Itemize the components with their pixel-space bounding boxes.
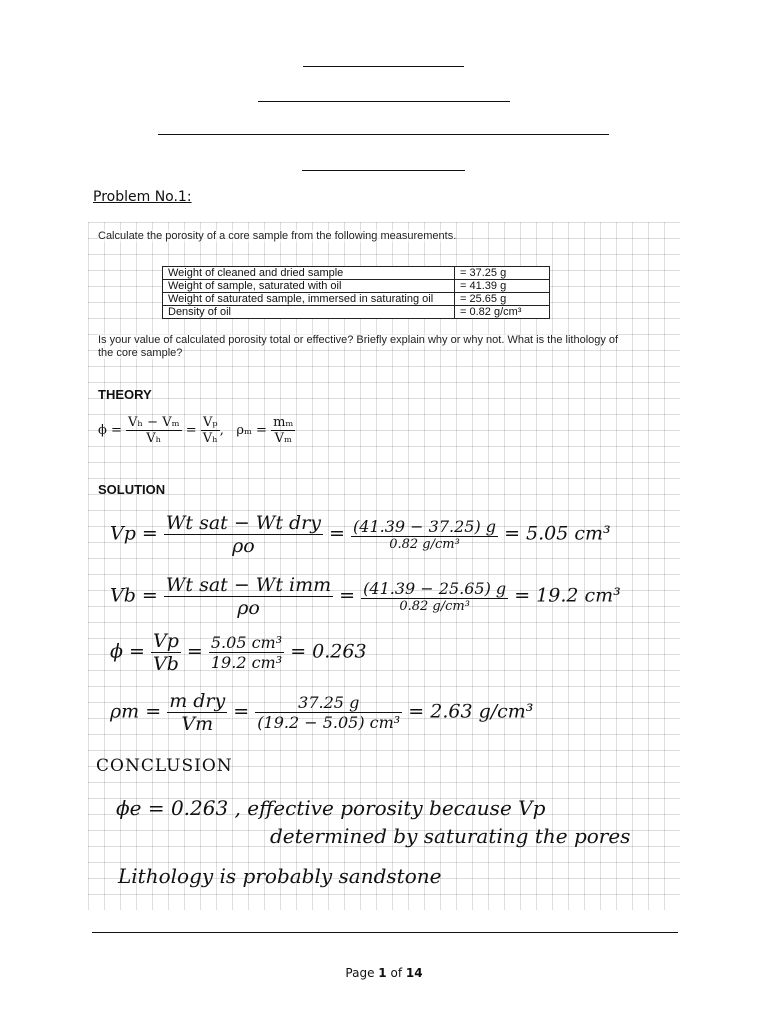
- phi-fraction: [151, 630, 181, 675]
- fraction-numerator: (41.39 − 37.25) g: [353, 517, 497, 536]
- comma: ,: [219, 423, 224, 438]
- table-row: [163, 293, 550, 306]
- fraction-denominator: Vₕ: [146, 431, 162, 446]
- rho-fraction: [167, 690, 227, 735]
- question-line-2: the core sample?: [98, 347, 183, 359]
- measurements-table: [162, 266, 550, 319]
- equals-sign: =: [233, 700, 250, 723]
- vp-fraction: [164, 512, 323, 557]
- title-rule-1: [303, 66, 464, 67]
- measurement-value: = 41.39 g: [455, 280, 550, 293]
- vp-lhs: Vp =: [110, 522, 158, 545]
- title-rule-2: [258, 101, 510, 102]
- title-rule-3: [158, 134, 609, 135]
- phi-lhs: ϕ =: [110, 640, 145, 663]
- measurement-label: Weight of cleaned and dried sample: [163, 267, 455, 280]
- fraction-denominator: Vb: [152, 653, 179, 675]
- fraction-numerator: m dry: [169, 690, 226, 712]
- table-row: [163, 267, 550, 280]
- fraction-denominator: (19.2 − 5.05) cm³: [257, 713, 401, 732]
- footer-divider: [92, 932, 678, 933]
- conclusion-heading: CONCLUSION: [96, 756, 233, 776]
- measurement-label: Weight of sample, saturated with oil: [163, 280, 455, 293]
- rho-result: = 2.63 g/cm³: [408, 700, 534, 723]
- theory-fraction-3: [271, 415, 295, 446]
- phi-result: = 0.263: [290, 640, 367, 663]
- equals-sign: =: [186, 640, 203, 663]
- phi-substitution: [209, 633, 284, 672]
- title-rule-4: [302, 170, 465, 171]
- measurement-label: Density of oil: [163, 306, 455, 319]
- solution-heading: SOLUTION: [98, 482, 166, 497]
- problem-prompt: Calculate the porosity of a core sample from the following measurements.: [98, 230, 457, 242]
- equals-sign: =: [329, 522, 345, 545]
- theory-heading: THEORY: [98, 387, 152, 402]
- table-row: [163, 280, 550, 293]
- vb-fraction: [164, 574, 333, 619]
- measurement-label: Weight of saturated sample, immersed in saturating oil: [163, 293, 455, 306]
- measurement-value: = 0.82 g/cm³: [455, 306, 550, 319]
- vp-equation: [110, 512, 611, 557]
- equals-sign: =: [339, 584, 356, 607]
- fraction-denominator: 19.2 cm³: [210, 653, 283, 672]
- rho-substitution: [255, 693, 402, 732]
- conclusion-line-3: Lithology is probably sandstone: [118, 864, 442, 888]
- fraction-numerator: Vp: [152, 630, 179, 652]
- page-number: 1: [378, 966, 387, 980]
- footer-of: of: [390, 966, 403, 980]
- problem-title: Problem No.1:: [93, 189, 192, 205]
- footer-prefix: Page: [345, 966, 375, 980]
- conclusion-line-2: determined by saturating the pores: [270, 824, 631, 848]
- fraction-numerator: Wt sat − Wt dry: [165, 512, 321, 534]
- fraction-denominator: ρo: [237, 597, 260, 619]
- vb-lhs: Vb =: [110, 584, 158, 607]
- fraction-denominator: ρo: [232, 535, 255, 557]
- vp-result: = 5.05 cm³: [504, 522, 611, 545]
- vb-equation: [110, 574, 621, 619]
- rho-lhs: ρm =: [110, 700, 162, 723]
- theory-fraction-1: [126, 415, 182, 446]
- scanned-solution-sheet: [88, 222, 680, 910]
- phi-symbol: ϕ =: [98, 423, 122, 438]
- fraction-denominator: 0.82 g/cm³: [399, 599, 470, 614]
- page-total: 14: [405, 966, 423, 980]
- vp-substitution: [351, 517, 498, 552]
- fraction-denominator: 0.82 g/cm³: [389, 537, 460, 552]
- fraction-numerator: 37.25 g: [255, 693, 402, 713]
- fraction-numerator: Vₕ − Vₘ: [128, 415, 180, 430]
- fraction-numerator: mₘ: [273, 415, 294, 430]
- theory-fraction-2: [201, 415, 220, 446]
- phi-equation: [110, 630, 367, 675]
- fraction-numerator: Vₚ: [201, 415, 220, 431]
- fraction-numerator: (41.39 − 25.65) g: [363, 579, 507, 598]
- question-line-1: Is your value of calculated porosity total or effective? Briefly explain why or why not. What is the lithology of: [98, 334, 619, 346]
- table-row: [163, 306, 550, 319]
- fraction-denominator: Vm: [181, 713, 214, 735]
- fraction-numerator: Wt sat − Wt imm: [165, 574, 332, 596]
- theory-equation: [98, 415, 295, 446]
- equals-sign: =: [185, 423, 197, 438]
- rho-equation: [110, 690, 533, 735]
- fraction-numerator: 5.05 cm³: [210, 633, 283, 652]
- fraction-denominator: Vₘ: [274, 431, 292, 446]
- rho-symbol: ρₘ =: [236, 423, 267, 438]
- vb-substitution: [361, 579, 508, 614]
- conclusion-line-1: ϕe = 0.263 , effective porosity because Vp: [116, 796, 546, 820]
- measurement-value: = 37.25 g: [455, 267, 550, 280]
- measurement-value: = 25.65 g: [455, 293, 550, 306]
- vb-result: = 19.2 cm³: [514, 584, 621, 607]
- page-footer: [0, 966, 768, 980]
- fraction-denominator: Vₕ: [202, 431, 218, 446]
